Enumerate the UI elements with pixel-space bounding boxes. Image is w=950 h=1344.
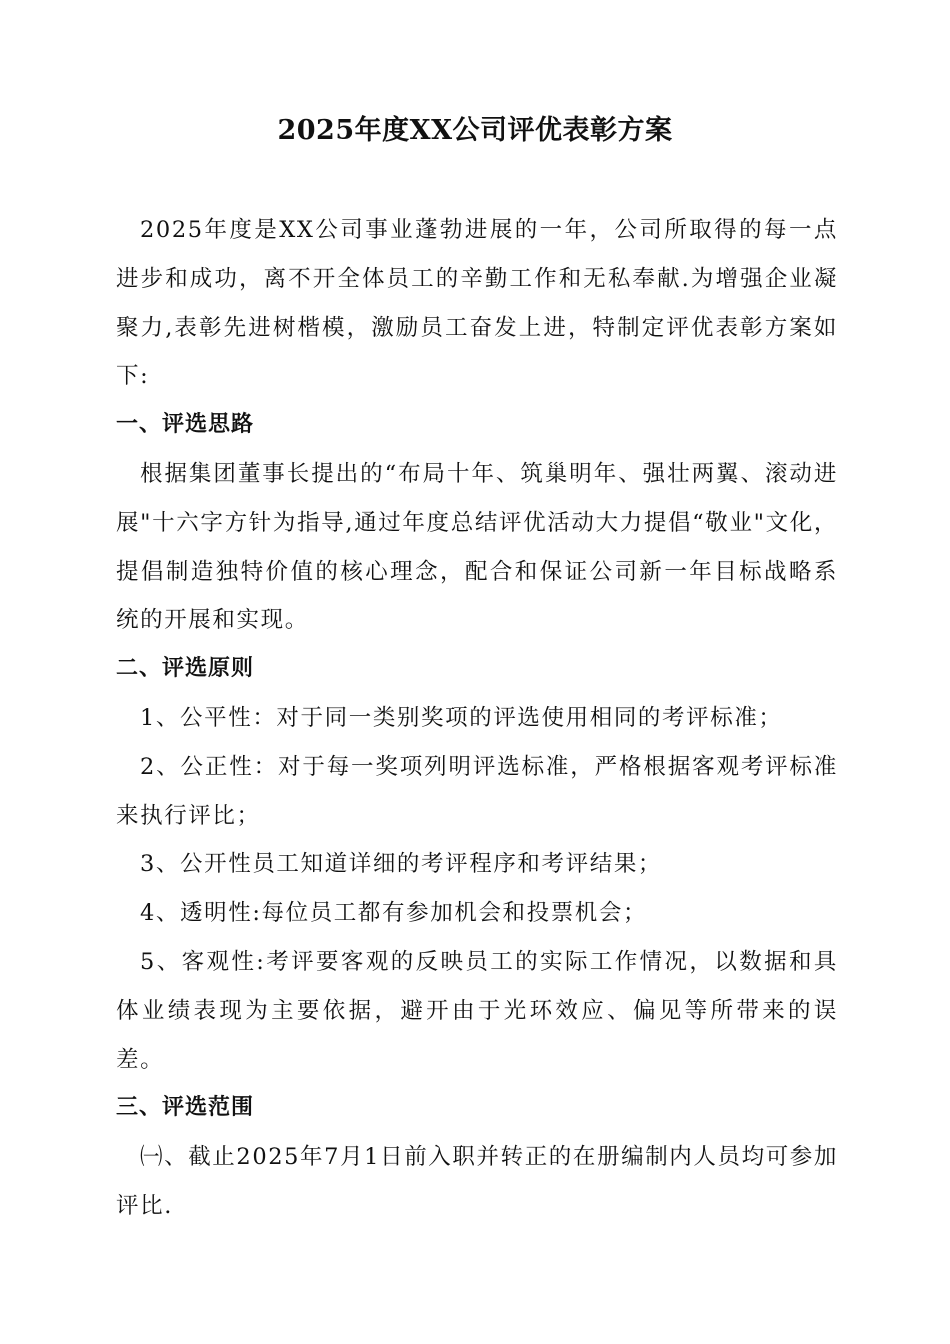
principle-item: 3、公开性员工知道详细的考评程序和考评结果；	[140, 851, 663, 878]
principle-item: 4、透明性:每位员工都有参加机会和投票机会；	[140, 900, 648, 927]
section-heading-evaluation-principles: 二、评选原则	[116, 656, 255, 682]
principle-item: 1、公平性：对于同一类别奖项的评选使用相同的考评标准；	[140, 704, 783, 731]
intro-paragraph: 2025年度是XX公司事业蓬勃进展的一年，公司所取得的每一点进步和成功，离不开全体员工的辛勤工作和无私奉献.为增强企业凝聚力,表彰先进树楷模，激励员工奋发上进，特制定评优表彰方案如下:	[116, 217, 838, 390]
principle-item: 2、公正性：对于每一奖项列明评选标准，严格根据客观考评标准来执行评比；	[116, 753, 838, 829]
principle-item: 5、客观性:考评要客观的反映员工的实际工作情况，以数据和具体业绩表现为主要依据，避开由于光环效应、偏见等所带来的误差。	[116, 948, 838, 1073]
evaluation-approach-paragraph: 根据集团董事长提出的“布局十年、筑巢明年、强壮两翼、滚动进展"十六字方针为指导,通过年度总结评优活动大力提倡“敬业"文化，提倡制造独特价值的核心理念，配合和保证公司新一年目标战略系统的开展和实现。	[116, 460, 838, 634]
scope-item: ㈠、截止2025年7月1日前入职并转正的在册编制内人员均可参加评比.	[116, 1144, 838, 1219]
section-heading-evaluation-scope: 三、评选范围	[116, 1095, 255, 1121]
document-body	[116, 206, 838, 1231]
document-title: 2025年度XX公司评优表彰方案	[277, 115, 673, 146]
section-heading-evaluation-approach: 一、评选思路	[116, 412, 255, 438]
